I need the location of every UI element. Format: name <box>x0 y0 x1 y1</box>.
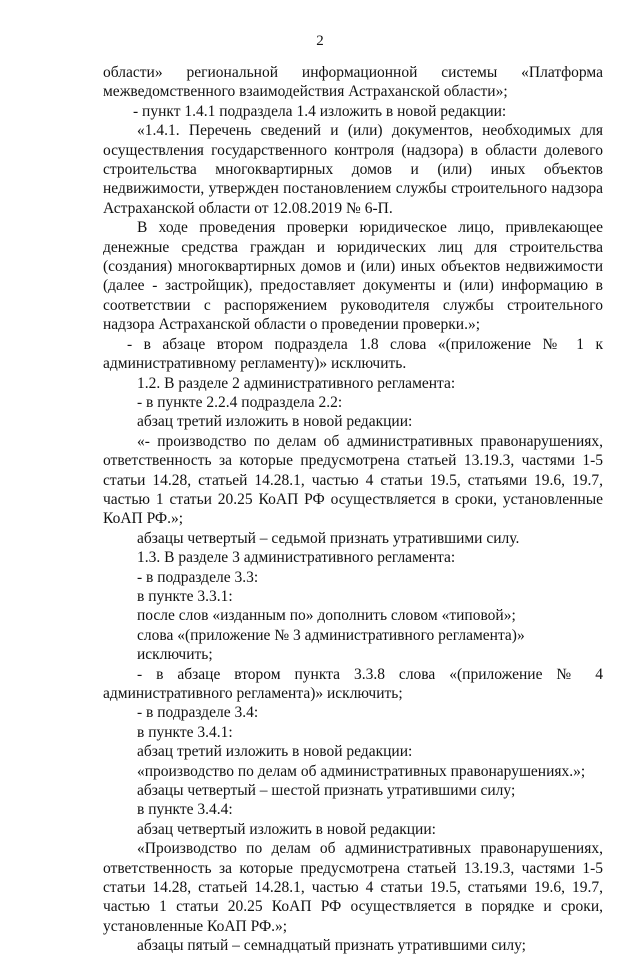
paragraph-1: области» региональной информационной системы «Платформа межведомственного взаимодействия Астраханской области»; <box>103 64 603 101</box>
paragraph-21: абзацы четвертый – шестой признать утратившими силу; <box>137 782 516 800</box>
paragraph-13: в пункте 3.3.1: <box>137 587 233 605</box>
paragraph-3: «1.4.1. Перечень сведений и (или) документов, необходимых для осуществления государственного контроля (надзора) в области долевого строительства многоквартирных домов и (или) иных объектов недвижимости, утвержден постановлением службы строительного надзора Астраханской области от 12.08.2019 № 6-П. <box>103 122 603 217</box>
paragraph-4: В ходе проведения проверки юридическое лицо, привлекающее денежные средства граждан и юридических лиц для строительства (создания) многоквартирных домов и (или) иных объектов недвижимости (далее - застройщик), предоставляет документы и (или) информацию в соответствии с распоряжением руководителя службы строительного надзора Астраханской области о проведении проверки.»; <box>103 219 603 334</box>
paragraph-15: слова «(приложение № 3 административного регламента)» исключить; <box>137 626 525 664</box>
paragraph-8: абзац третий изложить в новой редакции: <box>137 413 413 431</box>
paragraph-10: абзацы четвертый – седьмой признать утратившими силу. <box>137 529 520 547</box>
paragraph-6: 1.2. В разделе 2 административного регламента: <box>137 374 456 392</box>
paragraph-5: - в абзаце втором подраздела 1.8 слова «(приложение № 1 к административному регламенту)» исключить. <box>103 335 603 373</box>
paragraph-14: после слов «изданным по» дополнить словом «типовой»; <box>137 607 516 625</box>
paragraph-12: - в подразделе 3.3: <box>137 568 259 586</box>
page-number: 2 <box>316 33 324 49</box>
paragraph-19: абзац третий изложить в новой редакции: <box>137 743 413 761</box>
paragraph-16: - в абзаце втором пункта 3.3.8 слова «(приложение № 4 административного регламента)» исключить; <box>103 665 603 702</box>
paragraph-25: абзацы пятый – семнадцатый признать утратившими силу; <box>137 937 526 955</box>
paragraph-18: в пункте 3.4.1: <box>137 723 233 741</box>
paragraph-24: «Производство по делам об административных правонарушениях, ответственность за которые предусмотрена статьей 13.19.3, частями 1-5 статьи 14.28, статьей 14.28.1, частью 4 статьи 19.5, статьями 19.6, 19.7, частью 1 статьи 20.25 КоАП РФ осуществляется в порядке и сроки, установленные КоАП РФ.»; <box>103 840 603 935</box>
paragraph-23: абзац четвертый изложить в новой редакции: <box>137 820 436 838</box>
paragraph-22: в пункте 3.4.4: <box>137 801 233 819</box>
paragraph-17: - в подразделе 3.4: <box>137 704 259 722</box>
paragraph-9: «- производство по делам об административных правонарушениях, ответственность за которые предусмотрена статьей 13.19.3, частями 1-5 статьи 14.28, статьей 14.28.1, частью 4 статьи 19.5, статьями 19.6, 19.7, частью 1 статьи 20.25 КоАП РФ осуществляется в сроки, установленные КоАП РФ.»; <box>103 432 603 528</box>
paragraph-20: «производство по делам об административных правонарушениях.»; <box>137 762 586 780</box>
paragraph-7: - в пункте 2.2.4 подраздела 2.2: <box>137 393 343 411</box>
paragraph-2: - пункт 1.4.1 подраздела 1.4 изложить в новой редакции: <box>133 102 507 120</box>
document-body <box>103 63 603 956</box>
paragraph-11: 1.3. В разделе 3 административного регламента: <box>137 549 456 567</box>
